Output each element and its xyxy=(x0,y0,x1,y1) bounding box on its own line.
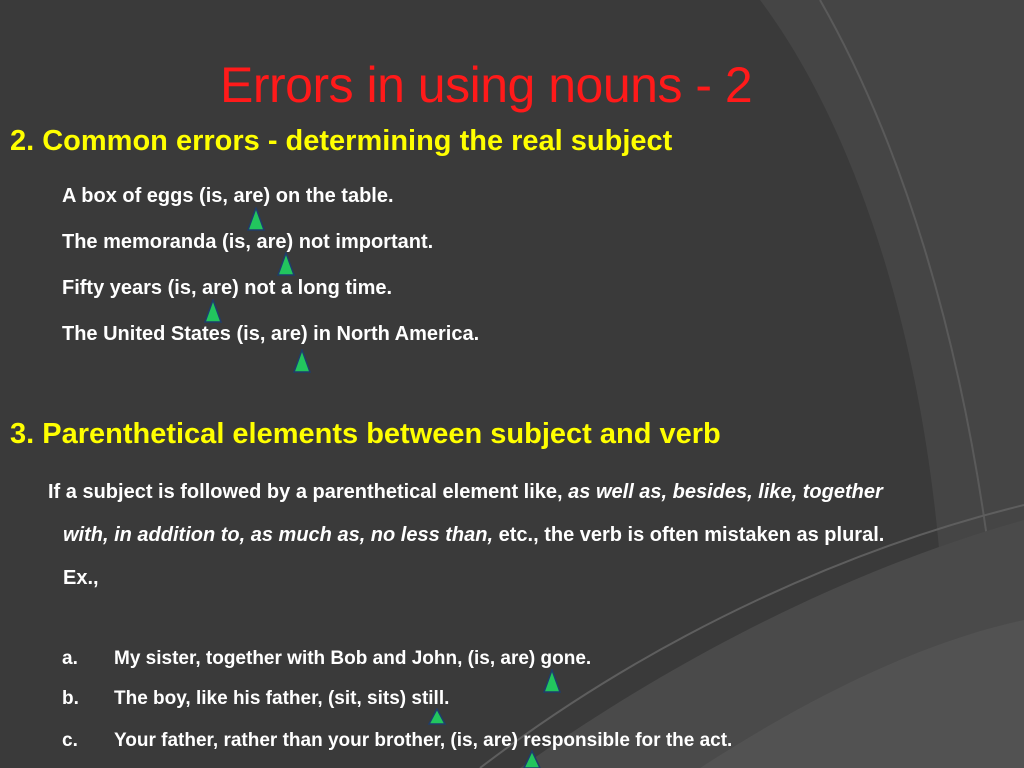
example-line: The United States (is, are) in North America. xyxy=(62,323,480,345)
list-text: My sister, together with Bob and John, (is, are) gone. xyxy=(114,648,592,669)
list-text: The boy, like his father, (sit, sits) still. xyxy=(114,688,450,709)
ex-label: Ex., xyxy=(63,567,99,589)
green-triangle-pointer-icon xyxy=(523,750,541,768)
list-marker: a. xyxy=(62,648,78,669)
green-triangle-pointer-icon xyxy=(293,349,311,373)
explanation-paragraph-line-2 xyxy=(63,524,884,547)
green-triangle-pointer-icon xyxy=(277,252,295,276)
green-triangle-pointer-icon xyxy=(543,669,561,693)
example-line: A box of eggs (is, are) on the table. xyxy=(62,185,394,207)
green-triangle-pointer-icon xyxy=(247,207,265,231)
green-triangle-pointer-icon xyxy=(204,299,222,323)
explanation-text: etc., the verb is often mistaken as plural. xyxy=(493,524,885,546)
section-2-heading: 2. Common errors - determining the real subject xyxy=(10,125,673,157)
slide-title: Errors in using nouns - 2 xyxy=(220,57,753,113)
example-line: Fifty years (is, are) not a long time. xyxy=(62,277,393,299)
section-3-heading: 3. Parenthetical elements between subject and verb xyxy=(10,418,721,450)
explanation-italic-list: as well as, besides, like, together xyxy=(568,481,883,503)
list-text: Your father, rather than your brother, (is, are) responsible for the act. xyxy=(114,730,733,751)
example-line: The memoranda (is, are) not important. xyxy=(62,231,434,253)
list-marker: b. xyxy=(62,688,79,709)
explanation-paragraph-line-1 xyxy=(48,481,883,504)
list-marker: c. xyxy=(62,730,78,751)
explanation-italic-list: with, in addition to, as much as, no less than, xyxy=(63,524,494,546)
green-triangle-pointer-icon xyxy=(428,708,446,725)
explanation-text: If a subject is followed by a parenthetical element like, xyxy=(48,481,569,503)
